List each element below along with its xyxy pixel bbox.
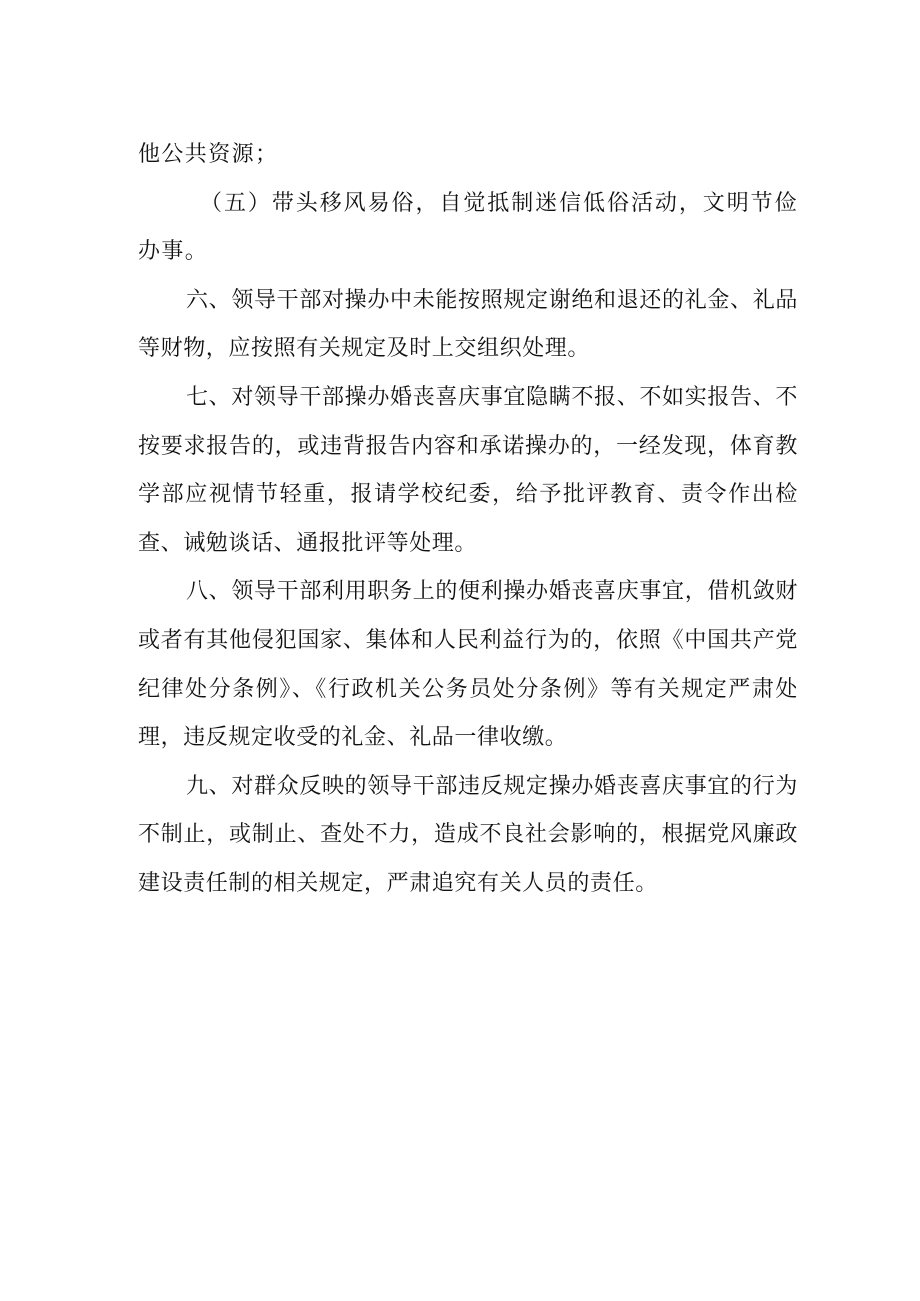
paragraph-article-6: 六、领导干部对操办中未能按照规定谢绝和退还的礼金、礼品等财物，应按照有关规定及时上交组织处理。	[138, 287, 798, 362]
paragraph-article-8: 八、领导干部利用职务上的便利操办婚丧喜庆事宜，借机敛财或者有其他侵犯国家、集体和人民利益行为的，依照《中国共产党纪律处分条例》、《行政机关公务员处分条例》等有关规定严肃处理，违反规定收受的礼金、礼品一律收缴。	[138, 579, 798, 751]
paragraph-article-7: 七、对领导干部操办婚丧喜庆事宜隐瞒不报、不如实报告、不按要求报告的，或违背报告内容和承诺操办的，一经发现，体育教学部应视情节轻重，报请学校纪委，给予批评教育、责令作出检查、诫勉谈话、通报批评等处理。	[138, 384, 798, 556]
paragraph-continuation: 他公共资源；	[138, 142, 279, 167]
paragraph-item-5: （五）带头移风易俗，自觉抵制迷信低俗活动，文明节俭办事。	[138, 190, 798, 265]
document-body	[138, 131, 798, 909]
paragraph-article-9: 九、对群众反映的领导干部违反规定操办婚丧喜庆事宜的行为不制止，或制止、查处不力，造成不良社会影响的，根据党风廉政建设责任制的相关规定，严肃追究有关人员的责任。	[138, 773, 798, 896]
